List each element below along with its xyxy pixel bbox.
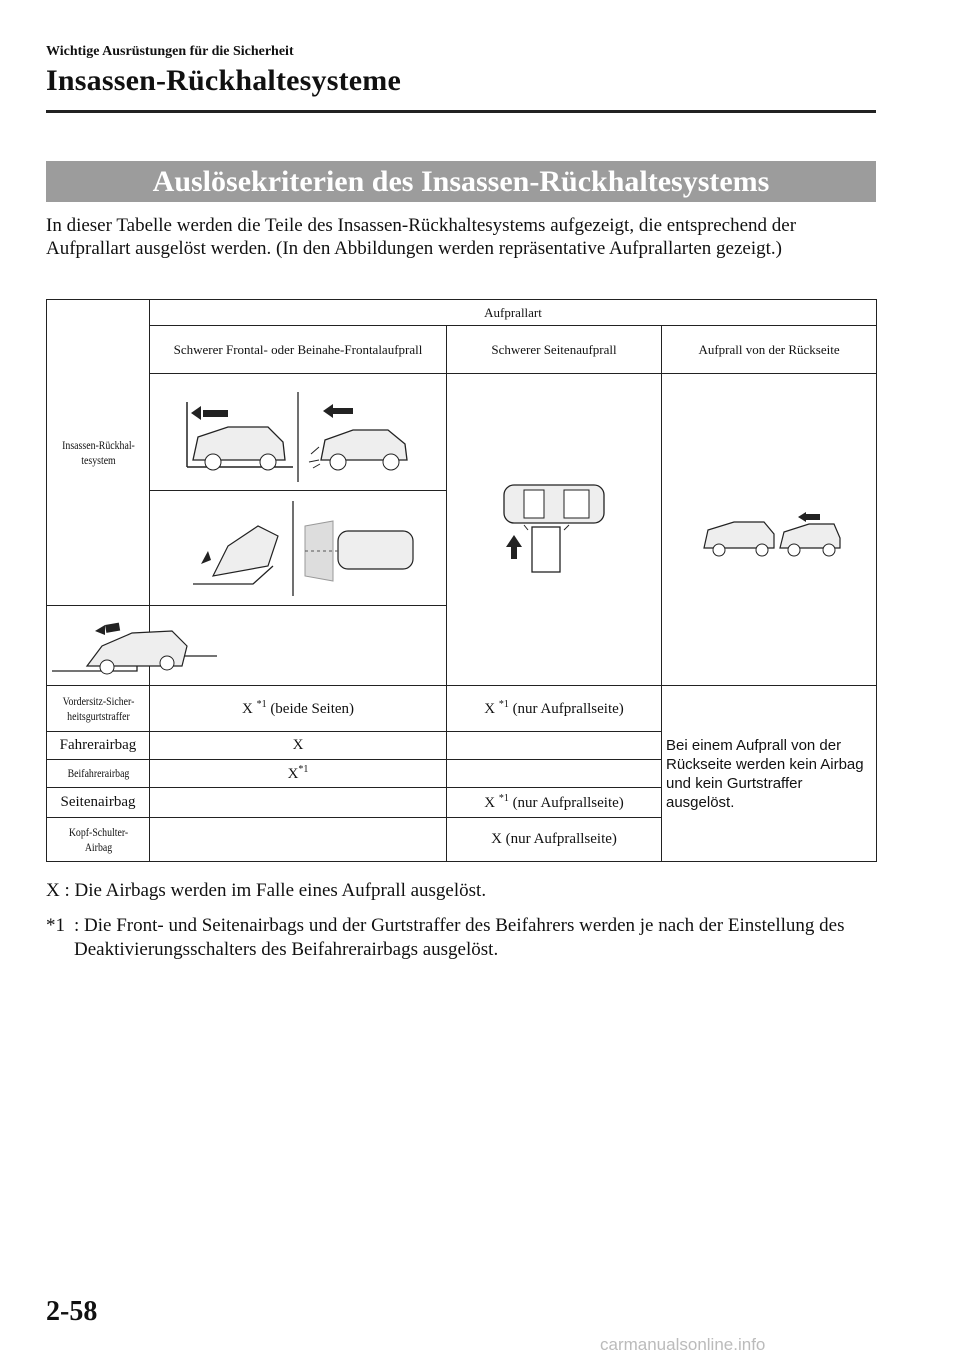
- section-banner: [46, 161, 876, 202]
- section-kicker: Wichtige Ausrüstungen für die Sicherheit: [46, 44, 294, 59]
- deployment-criteria-table: [46, 299, 877, 862]
- curtain-airbag-frontal: [150, 818, 447, 862]
- rear-impact-note: Bei einem Aufprall von der Rückseite werden kein Airbag und kein Gurtstraffer ausgelöst.: [662, 686, 877, 862]
- row-label-curtain-airbag: Kopf-Schulter-Airbag: [56, 818, 140, 862]
- footnote-1-text: : Die Front- und Seitenairbags und der Gurtstraffer des Beifahrers werden je nach der Einstellung des Deaktivierungsschalters des Beifahrerairbags ausgelöst.: [74, 915, 845, 960]
- driver-airbag-side: [447, 732, 662, 760]
- row-label-driver-airbag: Fahrerairbag: [47, 732, 150, 760]
- row-header-label: Insassen-Rückhal-tesystem: [56, 300, 140, 606]
- frontal-illustration-3: [47, 606, 150, 686]
- banner-title: Auslösekriterien des Insassen-Rückhaltesystems: [152, 164, 770, 198]
- pretensioner-frontal: X $^{*1}$ (beide Seiten): [150, 686, 447, 732]
- row-label-passenger-airbag: Beifahrerairbag: [56, 760, 140, 788]
- frontal-illustration-1: [150, 374, 447, 491]
- col-header-frontal: Schwerer Frontal- oder Beinahe-Frontalaufprall: [150, 326, 447, 374]
- footnote-x: X : Die Airbags werden im Falle eines Aufprall ausgelöst.: [46, 880, 487, 901]
- page-number: 2-58: [46, 1296, 98, 1327]
- frontal-illustration-2: [150, 491, 447, 606]
- row-label-pretensioner: Vordersitz-Sicher-heitsgurtstraffer: [56, 686, 140, 732]
- page-heading: Insassen-Rückhaltesysteme: [46, 64, 402, 97]
- curtain-airbag-side: X (nur Aufprallseite): [447, 818, 662, 862]
- driver-airbag-frontal: X: [150, 732, 447, 760]
- underride-collision-icon: [47, 611, 227, 681]
- col-header-side: Schwerer Seitenaufprall: [447, 326, 662, 374]
- footnote-1-mark: *1: [46, 915, 65, 936]
- rear-illustration: [662, 374, 877, 686]
- col-header-rear: Aufprall von der Rückseite: [662, 326, 877, 374]
- pretensioner-side: X $^{*1}$ (nur Aufprallseite): [447, 686, 662, 732]
- intro-text: In dieser Tabelle werden die Teile des Insassen-Rückhaltesystems aufgezeigt, die entsprechend der Aufprallart ausgelöst werden. (In den Abbildungen werden repräsentative Aufprallarten gezeigt.): [46, 215, 797, 259]
- frontal-collision-icon: [173, 382, 423, 482]
- side-collision-icon: [484, 475, 624, 585]
- row-label-side-airbag: Seitenairbag: [47, 788, 150, 818]
- watermark: carmanualsonline.info: [600, 1335, 766, 1354]
- impact-type-header: Aufprallart: [150, 300, 877, 326]
- oblique-collision-icon: [173, 496, 423, 601]
- passenger-airbag-side: [447, 760, 662, 788]
- passenger-airbag-frontal: $X^{*1}$: [150, 760, 447, 788]
- side-illustration: [447, 374, 662, 686]
- heading-rule: [46, 110, 876, 113]
- side-airbag-frontal: [150, 788, 447, 818]
- side-airbag-side: X $^{*1}$ (nur Aufprallseite): [447, 788, 662, 818]
- rear-collision-icon: [694, 500, 844, 560]
